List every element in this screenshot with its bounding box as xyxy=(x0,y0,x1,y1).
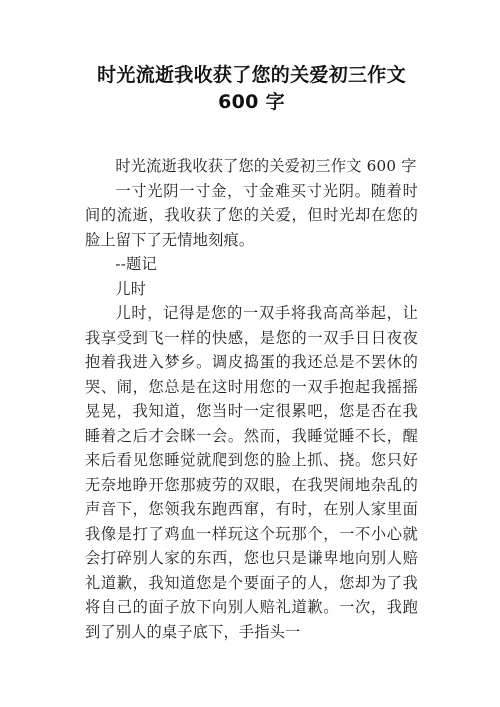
title-line-2: 600 字 xyxy=(218,91,285,113)
document-body xyxy=(85,154,418,644)
paragraph-intro: 一寸光阴一寸金，寸金难买寸光阴。随着时间的流逝，我收获了您的关爱，但时光却在您的脸上留下了无情地刻痕。 xyxy=(85,181,418,249)
document-title xyxy=(85,0,418,116)
paragraph-main: 儿时，记得是您的一双手将我高高举起，让我享受到飞一样的快感，是您的一双手日日夜夜抱着我进入梦乡。调皮捣蛋的我还总是不罢休的哭、闹，您总是在这时用您的一双手抱起我摇摇晃晃，我知道，您当时一定很累吧，您是否在我睡着之后才会眯一会。然而，我睡觉睡不长，醒来后看见您睡觉就爬到您的脸上抓、挠。您只好无奈地睁开您那疲劳的双眼，在我哭闹地杂乱的声音下，您领我东跑西窜，有时，在别人家里面我像是打了鸡血一样玩这个玩那个，一不小心就会打碎别人家的东西，您也只是谦卑地向别人赔礼道歉，我知道您是个要面子的人，您却为了我将自己的面子放下向别人赔礼道歉。一次，我跑到了别人的桌子底下，手指头一 xyxy=(85,304,418,641)
paragraph-heading: 时光流逝我收获了您的关爱初三作文 600 字 xyxy=(115,157,417,175)
paragraph-epigraph: --题记 xyxy=(115,255,157,273)
title-line-1: 时光流逝我收获了您的关爱初三作文 xyxy=(97,64,406,86)
paragraph-section-title: 儿时 xyxy=(115,279,147,298)
